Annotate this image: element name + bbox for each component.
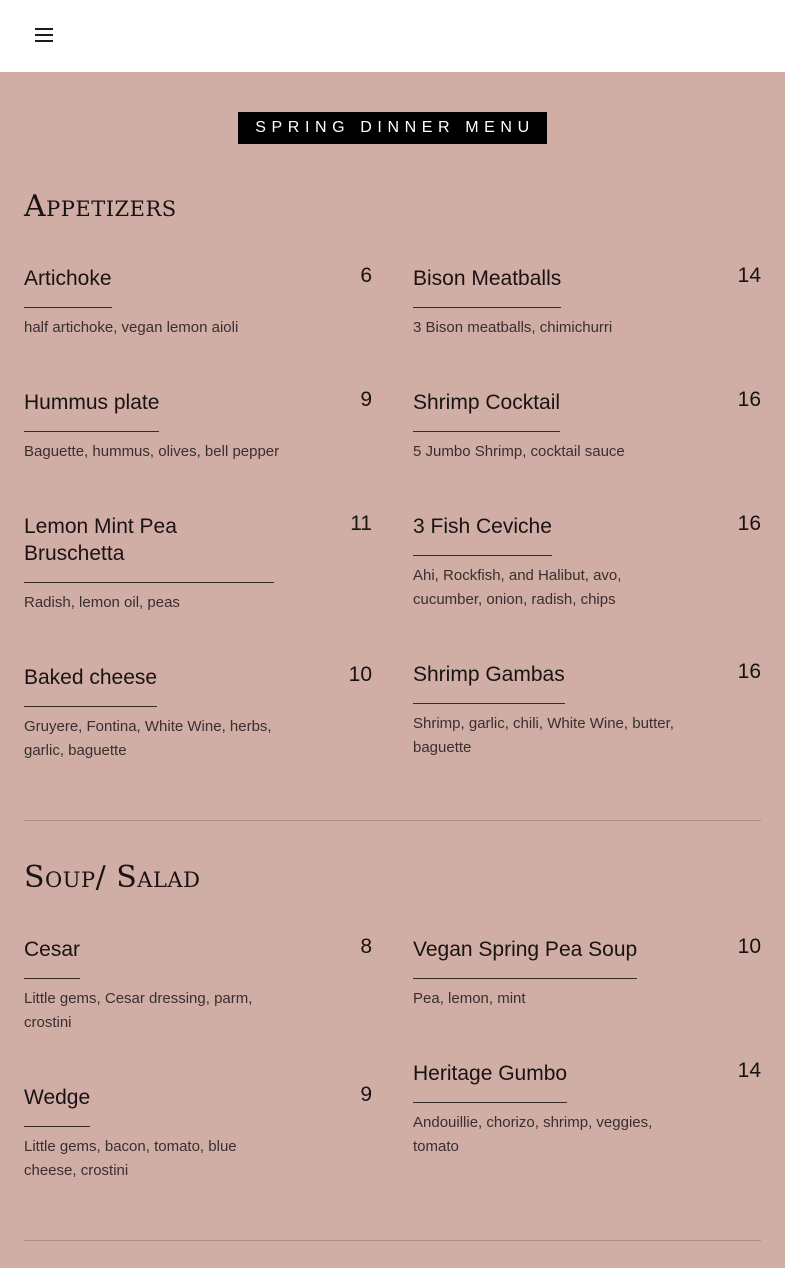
- item-price: 14: [737, 264, 761, 287]
- menu-item: [413, 389, 761, 464]
- menu-item: [413, 936, 761, 1011]
- item-description: Baguette, hummus, olives, bell pepper: [24, 443, 280, 460]
- hamburger-menu-icon[interactable]: [35, 28, 53, 44]
- menu-column-left: [24, 936, 372, 1232]
- item-description: Andouillie, chorizo, shrimp, veggies, tomato: [413, 1114, 653, 1155]
- menu-item: [413, 661, 761, 760]
- item-price: 16: [737, 660, 761, 683]
- item-name: Shrimp Gambas: [413, 661, 565, 704]
- section-divider: [24, 1240, 761, 1241]
- menu-item: [24, 513, 372, 615]
- section-heading: Appetizers: [24, 189, 177, 224]
- item-name: Heritage Gumbo: [413, 1060, 567, 1103]
- item-name: 3 Fish Ceviche: [413, 513, 552, 556]
- section-divider: [24, 820, 761, 821]
- item-price: 6: [360, 264, 372, 287]
- menu-column-right: [413, 265, 761, 812]
- item-description: Ahi, Rockfish, and Halibut, avo, cucumber, onion, radish, chips: [413, 567, 622, 608]
- item-name: Artichoke: [24, 265, 112, 308]
- item-description: Little gems, Cesar dressing, parm, crostini: [24, 990, 253, 1031]
- item-description: Radish, lemon oil, peas: [24, 594, 180, 611]
- menu-column-left: [24, 265, 372, 812]
- item-name: Vegan Spring Pea Soup: [413, 936, 637, 979]
- item-price: 10: [348, 663, 372, 686]
- item-price: 8: [360, 935, 372, 958]
- item-description: Little gems, bacon, tomato, blue cheese, crostini: [24, 1138, 237, 1179]
- item-price: 9: [360, 1083, 372, 1106]
- item-name: Bison Meatballs: [413, 265, 561, 308]
- menu-column-right: [413, 936, 761, 1232]
- item-price: 16: [737, 388, 761, 411]
- menu-item: [24, 1084, 372, 1183]
- item-description: 5 Jumbo Shrimp, cocktail sauce: [413, 443, 625, 460]
- menu-item: [413, 513, 761, 612]
- menu-item: [413, 265, 761, 340]
- top-header: [0, 0, 785, 72]
- item-description: Gruyere, Fontina, White Wine, herbs, garlic, baguette: [24, 718, 272, 759]
- menu-item: [24, 664, 372, 763]
- item-description: Pea, lemon, mint: [413, 990, 526, 1007]
- menu-item: [24, 389, 372, 464]
- item-name: Shrimp Cocktail: [413, 389, 560, 432]
- menu-item: [24, 265, 372, 340]
- item-description: Shrimp, garlic, chili, White Wine, butter, baguette: [413, 715, 674, 756]
- menu-section: [0, 855, 785, 1232]
- item-price: 16: [737, 512, 761, 535]
- item-name: Wedge: [24, 1084, 90, 1127]
- item-description: half artichoke, vegan lemon aioli: [24, 319, 239, 336]
- item-description: 3 Bison meatballs, chimichurri: [413, 319, 613, 336]
- menu-title-banner: SPRING DINNER MENU: [238, 112, 546, 144]
- item-price: 11: [350, 512, 372, 535]
- item-name: Hummus plate: [24, 389, 159, 432]
- item-price: 10: [737, 935, 761, 958]
- menu-item: [413, 1060, 761, 1159]
- section-heading: Soup/ Salad: [24, 860, 201, 895]
- menu-section: [0, 184, 785, 812]
- item-name: Baked cheese: [24, 664, 157, 707]
- item-name: Cesar: [24, 936, 80, 979]
- menu-item: [24, 936, 372, 1035]
- item-name: Lemon Mint Pea Bruschetta: [24, 513, 274, 583]
- item-price: 9: [360, 388, 372, 411]
- item-price: 14: [737, 1059, 761, 1082]
